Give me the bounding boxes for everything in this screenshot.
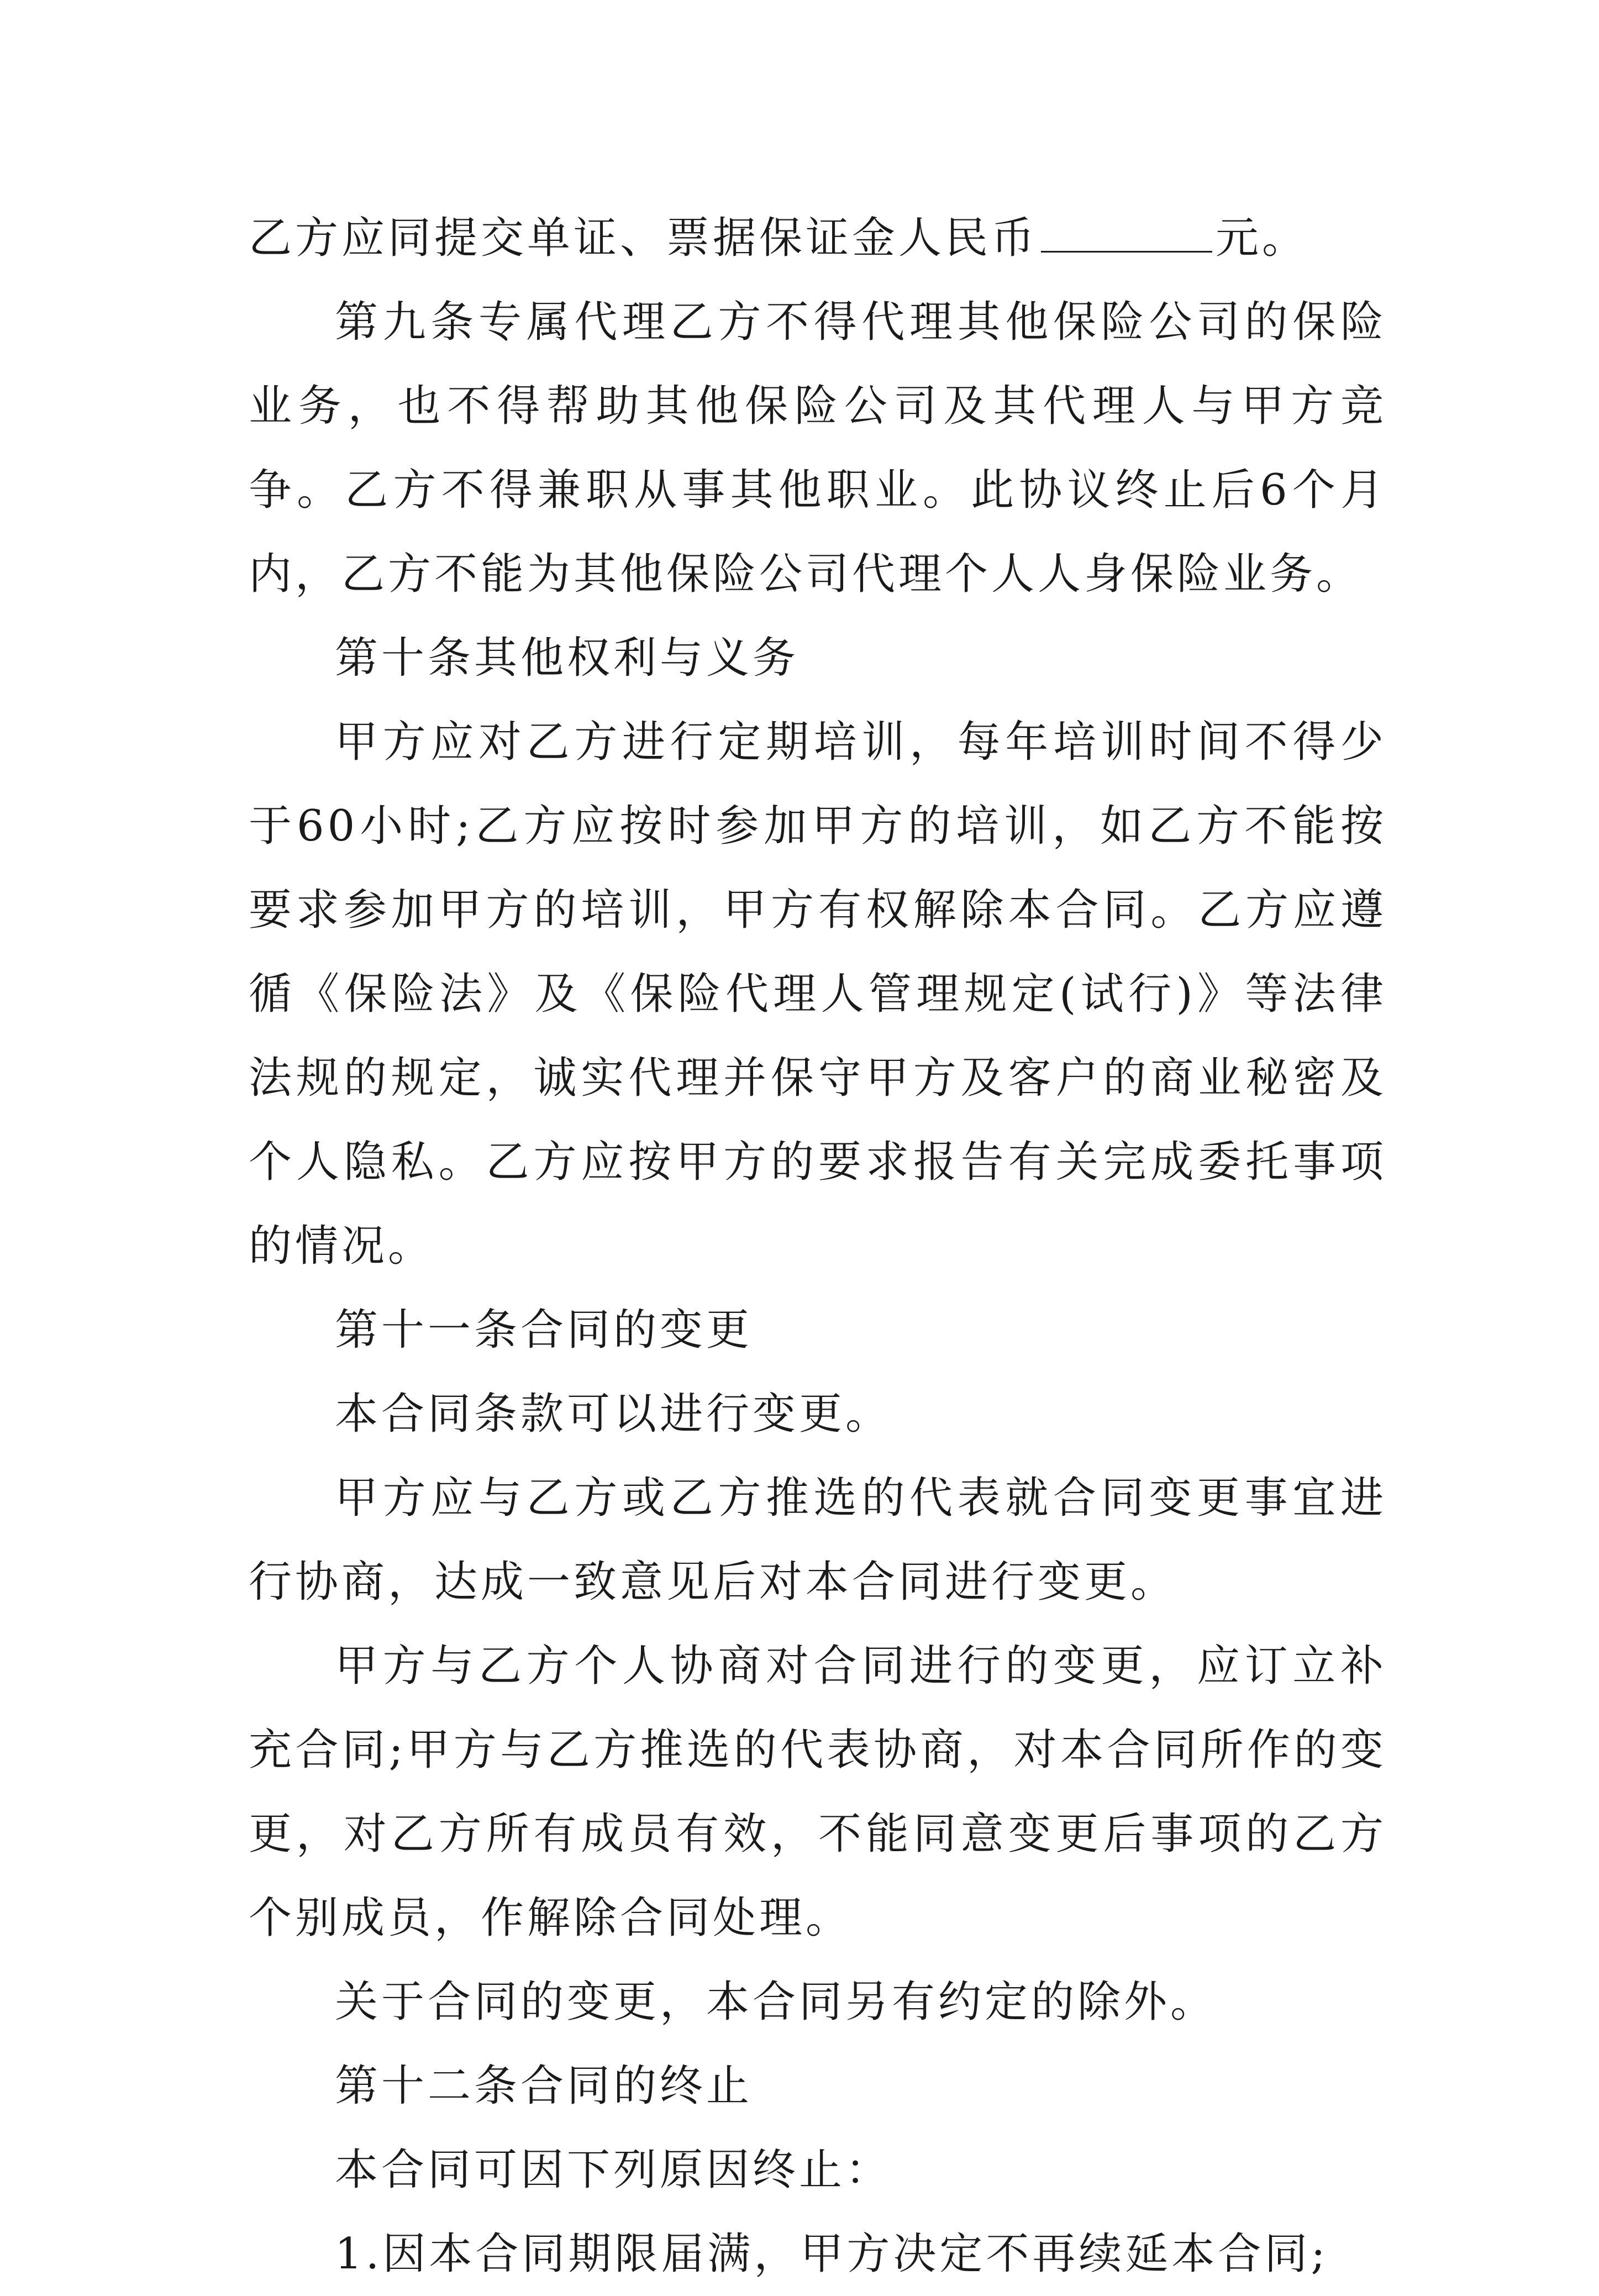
amount-blank <box>1041 212 1212 253</box>
paragraph-deposit <box>249 196 1387 280</box>
heading-article-12: 第十二条合同的终止 <box>335 2061 753 2111</box>
paragraph-change-allowed: 本合同条款可以进行变更。 <box>335 1389 892 1439</box>
deposit-text: 乙方应同提交单证、票据保证金人民币 <box>249 213 1038 263</box>
paragraph-change-negotiation: 甲方应与乙方或乙方推选的代表就合同变更事宜进行协商，达成一致意见后对本合同进行变更。 <box>249 1473 1387 1607</box>
paragraph-article-9: 第九条专属代理乙方不得代理其他保险公司的保险业务，也不得帮助其他保险公司及其代理人与甲方竞争。乙方不得兼职从事其他职业。此协议终止后6个月内，乙方不能为其他保险公司代理个人人身保险业务。 <box>249 297 1387 599</box>
document-body <box>249 196 1387 2296</box>
list-item-termination-1: 1.因本合同期限届满，甲方决定不再续延本合同; <box>335 2229 1329 2279</box>
paragraph-termination-intro: 本合同可因下列原因终止： <box>335 2145 892 2195</box>
paragraph-training: 甲方应对乙方进行定期培训，每年培训时间不得少于60小时;乙方应按时参加甲方的培训，如乙方不能按要求参加甲方的培训，甲方有权解除本合同。乙方应遵循《保险法》及《保险代理人管理规定(试行)》等法律法规的规定，诚实代理并保守甲方及客户的商业秘密及个人隐私。乙方应按甲方的要求报告有关完成委托事项的情况。 <box>249 717 1387 1271</box>
paragraph-change-exception: 关于合同的变更，本合同另有约定的除外。 <box>335 1977 1217 2027</box>
heading-article-10: 第十条其他权利与义务 <box>335 633 800 683</box>
heading-article-11: 第十一条合同的变更 <box>335 1305 753 1355</box>
paragraph-change-supplement: 甲方与乙方个人协商对合同进行的变更，应订立补充合同;甲方与乙方推选的代表协商，对本合同所作的变更，对乙方所有成员有效，不能同意变更后事项的乙方个别成员，作解除合同处理。 <box>249 1641 1387 1943</box>
deposit-unit: 元。 <box>1216 213 1309 263</box>
